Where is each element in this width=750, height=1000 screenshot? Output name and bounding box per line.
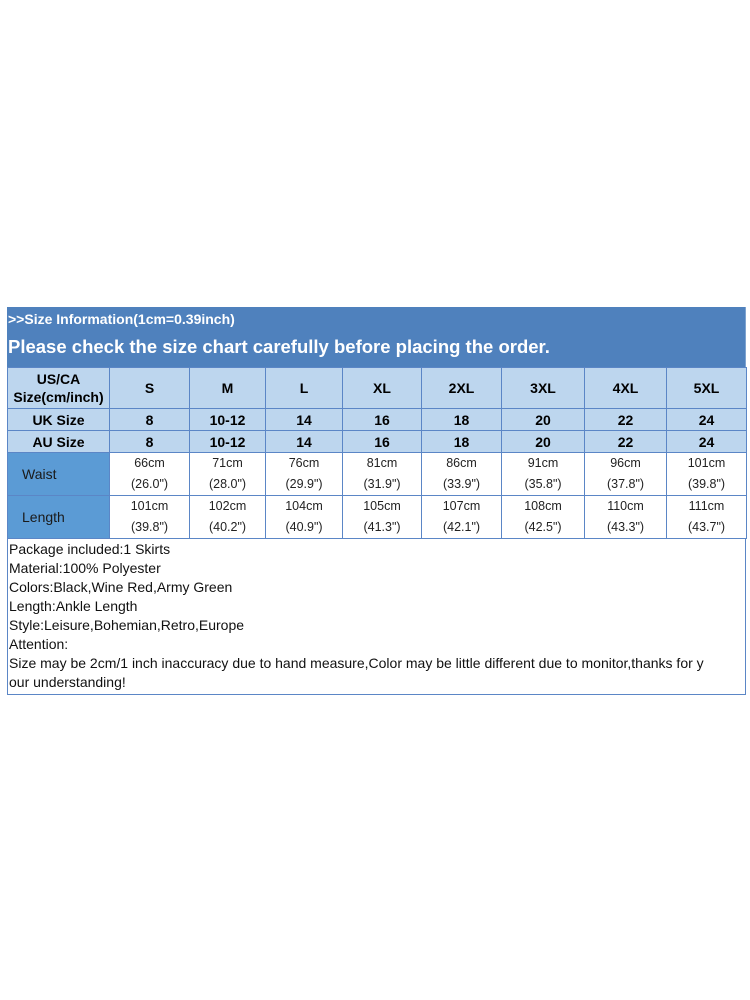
- uk-size-cell: 22: [585, 409, 667, 431]
- waist-inch: (29.9"): [285, 477, 323, 491]
- banner-title: >>Size Information(1cm=0.39inch): [8, 311, 235, 327]
- length-cm: 107cm: [442, 499, 481, 513]
- uk-size-cell: 8: [110, 409, 190, 431]
- waist-cell: [422, 453, 502, 496]
- length-inch: (43.3"): [606, 520, 645, 534]
- length-inch: (41.3"): [363, 520, 401, 534]
- waist-cell: [343, 453, 422, 496]
- waist-cm: 86cm: [446, 456, 477, 470]
- size-cell: L: [266, 368, 343, 409]
- length-cell: [422, 496, 502, 539]
- length-cm: 105cm: [363, 499, 401, 513]
- note-material: Material:100% Polyester: [9, 560, 161, 576]
- length-cell: [667, 496, 747, 539]
- length-inch: (42.5"): [524, 520, 562, 534]
- au-size-cell: 10-12: [190, 431, 266, 453]
- length-cm: 104cm: [285, 499, 323, 513]
- size-chart: [7, 307, 746, 695]
- size-cell: 3XL: [502, 368, 585, 409]
- size-cell: XL: [343, 368, 422, 409]
- waist-cm: 76cm: [288, 456, 320, 470]
- length-cm: 102cm: [208, 499, 247, 513]
- note-disclaimer-line2: our understanding!: [9, 674, 126, 690]
- length-cell: [190, 496, 266, 539]
- length-inch: (40.9"): [285, 520, 323, 534]
- length-inch: (40.2"): [208, 520, 247, 534]
- length-cell: [502, 496, 585, 539]
- table-row-length: [8, 496, 747, 539]
- row-label-au-size: AU Size: [8, 431, 110, 453]
- waist-cell: [585, 453, 667, 496]
- au-size-cell: 18: [422, 431, 502, 453]
- au-size-cell: 24: [667, 431, 747, 453]
- length-cell: [585, 496, 667, 539]
- size-cell: M: [190, 368, 266, 409]
- waist-inch: (31.9"): [363, 477, 401, 491]
- size-info-banner: [7, 307, 746, 367]
- table-row-waist: [8, 453, 747, 496]
- row-label-uk-size: UK Size: [8, 409, 110, 431]
- waist-cell: [502, 453, 585, 496]
- uk-size-cell: 16: [343, 409, 422, 431]
- product-notes: [7, 539, 746, 695]
- row-label-length: Length: [8, 496, 110, 539]
- length-cm: 111cm: [688, 499, 725, 513]
- length-inch: (43.7"): [687, 520, 726, 534]
- note-disclaimer-line1: Size may be 2cm/1 inch inaccuracy due to hand measure,Color may be little different due to monitor,thanks for y: [9, 655, 704, 671]
- waist-inch: (33.9"): [442, 477, 481, 491]
- waist-cm: 71cm: [212, 456, 243, 470]
- length-cell: [266, 496, 343, 539]
- size-cell: 4XL: [585, 368, 667, 409]
- size-table: [7, 367, 747, 539]
- length-cm: 108cm: [524, 499, 562, 513]
- waist-inch: (39.8"): [687, 477, 726, 491]
- size-unit-label: Size(cm/inch): [13, 389, 104, 405]
- waist-inch: (37.8"): [606, 477, 645, 491]
- table-row-au-size: [8, 431, 747, 453]
- length-inch: (42.1"): [442, 520, 481, 534]
- waist-inch: (35.8"): [524, 477, 562, 491]
- us-ca-label: US/CA: [36, 371, 81, 387]
- table-row-us-size: [8, 368, 747, 409]
- uk-size-cell: 14: [266, 409, 343, 431]
- note-length: Length:Ankle Length: [9, 598, 138, 614]
- uk-size-cell: 20: [502, 409, 585, 431]
- waist-cm: 96cm: [610, 456, 641, 470]
- waist-cm: 66cm: [134, 456, 165, 470]
- au-size-cell: 20: [502, 431, 585, 453]
- row-label-us-ca: [8, 368, 110, 409]
- waist-cm: 91cm: [527, 456, 559, 470]
- waist-cell: [110, 453, 190, 496]
- length-cm: 101cm: [130, 499, 169, 513]
- waist-cell: [190, 453, 266, 496]
- waist-cm: 81cm: [366, 456, 398, 470]
- uk-size-cell: 24: [667, 409, 747, 431]
- length-cell: [110, 496, 190, 539]
- uk-size-cell: 10-12: [190, 409, 266, 431]
- au-size-cell: 16: [343, 431, 422, 453]
- banner-subtitle: Please check the size chart carefully before placing the order.: [8, 336, 550, 357]
- length-cm: 110cm: [607, 499, 644, 513]
- uk-size-cell: 18: [422, 409, 502, 431]
- row-label-waist: Waist: [8, 453, 110, 496]
- waist-inch: (28.0"): [208, 477, 247, 491]
- note-colors: Colors:Black,Wine Red,Army Green: [9, 579, 233, 595]
- au-size-cell: 22: [585, 431, 667, 453]
- waist-cell: [667, 453, 747, 496]
- length-cell: [343, 496, 422, 539]
- table-row-uk-size: [8, 409, 747, 431]
- au-size-cell: 14: [266, 431, 343, 453]
- waist-cm: 101cm: [687, 456, 726, 470]
- size-cell: S: [110, 368, 190, 409]
- length-inch: (39.8"): [130, 520, 169, 534]
- au-size-cell: 8: [110, 431, 190, 453]
- waist-inch: (26.0"): [130, 477, 169, 491]
- size-cell: 2XL: [422, 368, 502, 409]
- size-cell: 5XL: [667, 368, 747, 409]
- waist-cell: [266, 453, 343, 496]
- note-style: Style:Leisure,Bohemian,Retro,Europe: [9, 617, 245, 633]
- note-package: Package included:1 Skirts: [9, 541, 171, 557]
- note-attention: Attention:: [9, 636, 69, 652]
